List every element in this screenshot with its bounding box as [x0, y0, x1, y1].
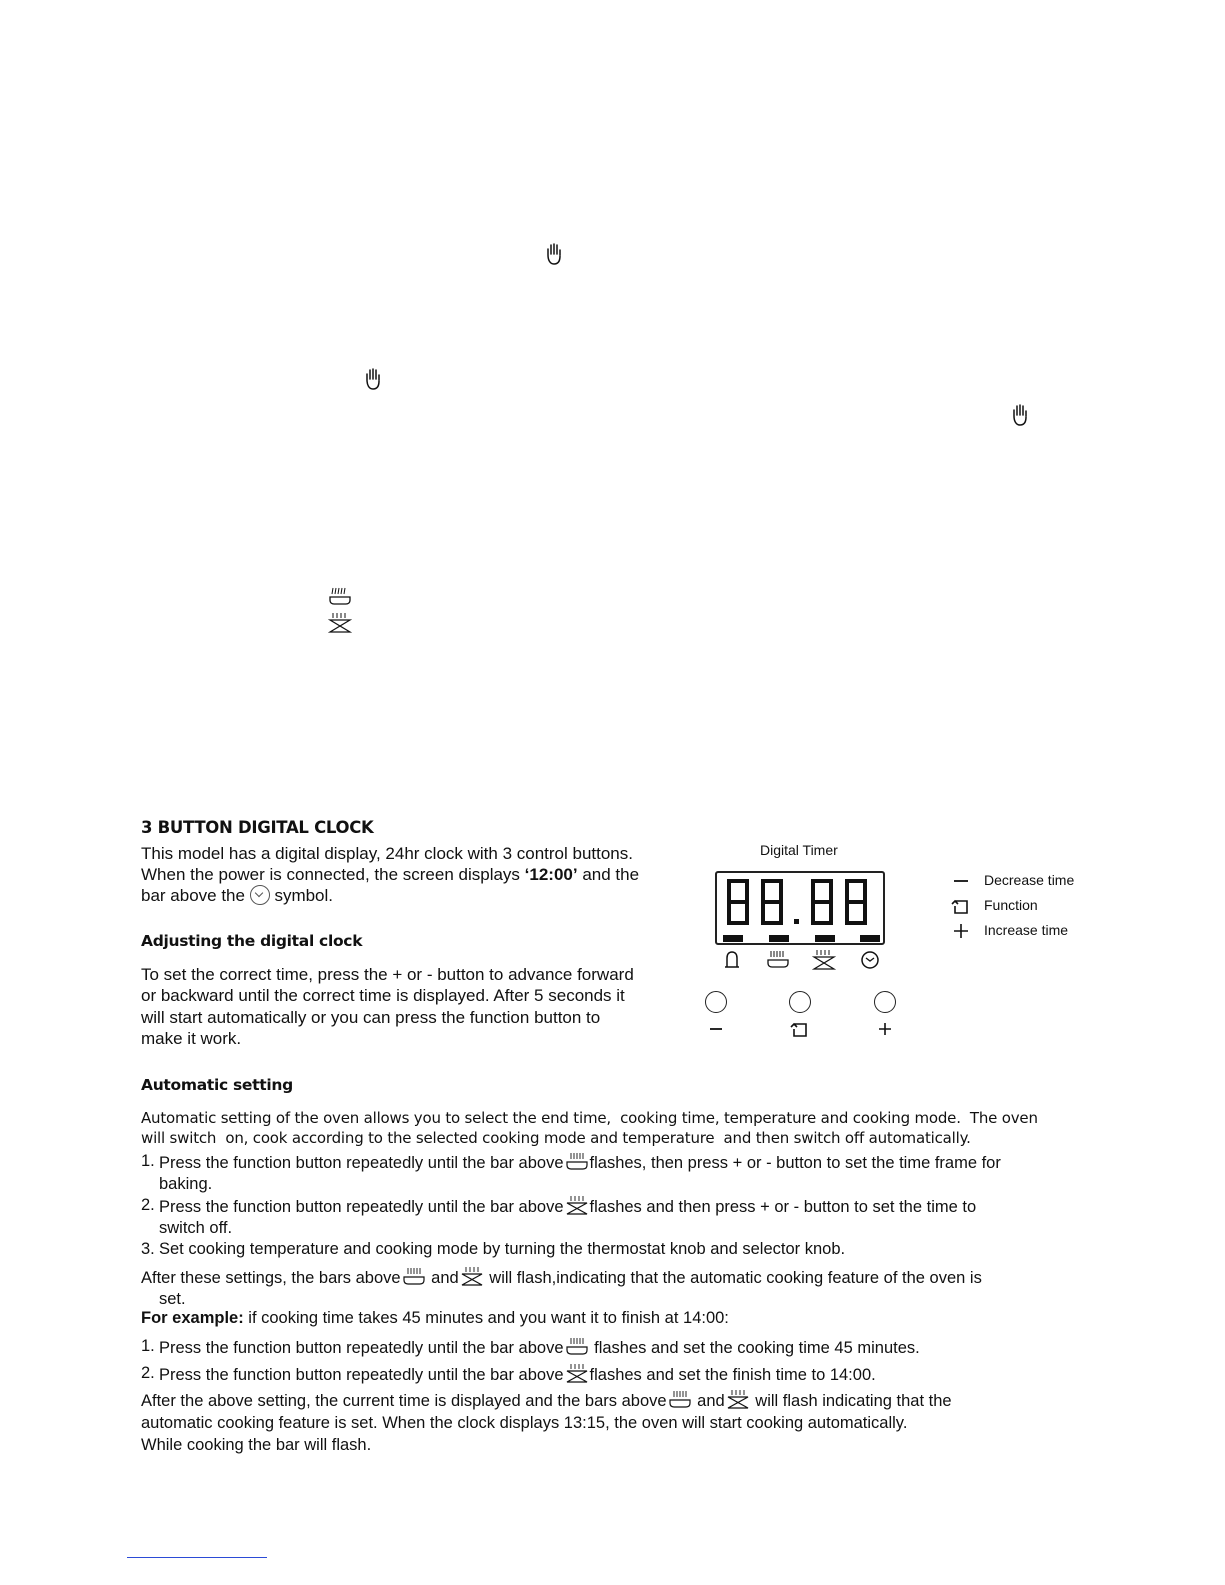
plus-icon [874, 1018, 896, 1040]
automatic-desc-line: will switch on, cook according to the selected cooking mode and temperature and then switch off automatically. [141, 1129, 971, 1147]
step-number: 1. [141, 1337, 155, 1355]
minus-icon [950, 870, 972, 892]
step-text: Press the function button repeatedly until the bar above [159, 1198, 564, 1216]
hand-icon [1008, 403, 1032, 427]
step-1 [141, 1151, 1001, 1195]
step-text: switch off. [159, 1219, 233, 1237]
automatic-steps [141, 1151, 1001, 1260]
example-line [141, 1308, 729, 1329]
timer-label: Digital Timer [760, 842, 838, 858]
after-settings-line: set. [159, 1290, 186, 1308]
minus-button[interactable] [705, 991, 727, 1013]
cook-time-icon [401, 1266, 427, 1287]
bell-icon [720, 949, 744, 971]
end-time-icon [459, 1266, 485, 1287]
adjusting-line: will start automatically or you can press the function button to [141, 1007, 601, 1027]
default-time: ‘12:00’ [524, 865, 578, 884]
intro-text: and the [577, 865, 640, 884]
intro-text: symbol. [274, 886, 334, 905]
step-text: flashes and then press + or - button to set the time to [589, 1198, 977, 1216]
step-2 [141, 1195, 1001, 1239]
footer-link-underline [127, 1557, 267, 1558]
minus-icon [705, 1018, 727, 1040]
adjusting-paragraph [141, 964, 634, 1049]
legend-text: Function [984, 897, 1038, 913]
after-text: After the above setting, the current time is displayed and the bars above [141, 1392, 667, 1410]
step-text: flashes and set the cooking time 45 minutes. [594, 1339, 920, 1357]
step-number: 2. [141, 1196, 155, 1214]
end-time-icon [328, 612, 352, 634]
after-example-line [141, 1389, 952, 1412]
example-label: For example: [141, 1309, 244, 1327]
step-text: Press the function button repeatedly until the bar above [159, 1339, 564, 1357]
intro-paragraph [141, 843, 639, 906]
step-text: Press the function button repeatedly until the bar above [159, 1366, 564, 1384]
adjusting-line: make it work. [141, 1028, 242, 1048]
legend-text: Increase time [984, 922, 1069, 938]
cook-time-icon [328, 586, 352, 606]
automatic-desc-line: Automatic setting of the oven allows you to select the end time, cooking time, temperature and cooking mode. The oven [141, 1109, 1038, 1127]
hand-icon [542, 242, 566, 266]
step-text: Press the function button repeatedly until the bar above [159, 1154, 564, 1172]
step-number: 1. [141, 1152, 155, 1170]
after-example-paragraph [141, 1389, 952, 1456]
adjusting-line: or backward until the correct time is displayed. After 5 seconds it [141, 986, 625, 1006]
function-icon [789, 1018, 811, 1040]
example-text: if cooking time takes 45 minutes and you want it to finish at 14:00: [243, 1309, 729, 1327]
clock-icon [250, 885, 270, 905]
end-time-icon [564, 1363, 590, 1384]
segment-display [717, 873, 883, 943]
step-number: 2. [141, 1364, 155, 1382]
example-step-1 [141, 1336, 920, 1359]
after-example-line: automatic cooking feature is set. When the clock displays 13:15, the oven will start cooking automatically. [141, 1414, 908, 1432]
step-text: baking. [159, 1175, 213, 1193]
function-button[interactable] [789, 991, 811, 1013]
timer-display [715, 871, 885, 945]
plus-icon [950, 920, 972, 942]
step-text: flashes, then press + or - button to set the time frame for [589, 1154, 1001, 1172]
cook-time-icon [667, 1389, 693, 1410]
legend-text: Decrease time [984, 872, 1075, 888]
step-text: Set cooking temperature and cooking mode by turning the thermostat knob and selector knob. [159, 1240, 846, 1258]
function-icon [950, 895, 972, 917]
after-text: After these settings, the bars above [141, 1269, 401, 1287]
after-settings-paragraph [141, 1266, 982, 1310]
end-time-icon [564, 1195, 590, 1216]
plus-button[interactable] [874, 991, 896, 1013]
cook-time-icon [564, 1151, 590, 1172]
step-3 [141, 1239, 1001, 1260]
step-text: flashes and set the finish time to 14:00. [589, 1366, 876, 1384]
automatic-heading: Automatic setting [141, 1076, 293, 1094]
intro-line: This model has a digital display, 24hr clock with 3 control buttons. [141, 844, 633, 863]
after-text: and [431, 1269, 459, 1287]
adjusting-heading: Adjusting the digital clock [141, 932, 363, 950]
step-number: 3. [141, 1240, 155, 1258]
example-step-2 [141, 1363, 920, 1386]
after-text: and [697, 1392, 725, 1410]
cook-time-icon [766, 949, 790, 971]
hand-icon [361, 367, 385, 391]
end-time-icon [812, 949, 836, 971]
after-text: will flash indicating that the [755, 1392, 952, 1410]
cook-time-icon [564, 1336, 590, 1357]
after-settings-line [141, 1266, 982, 1289]
example-steps [141, 1336, 920, 1386]
after-example-line: While cooking the bar will flash. [141, 1436, 372, 1454]
intro-line [141, 885, 639, 906]
intro-text: bar above the [141, 886, 245, 905]
end-time-icon [725, 1389, 751, 1410]
section-title: 3 BUTTON DIGITAL CLOCK [141, 818, 374, 837]
adjusting-line: To set the correct time, press the + or - button to advance forward [141, 965, 634, 984]
intro-line [141, 864, 639, 885]
clock-icon [858, 949, 882, 971]
after-text: will flash,indicating that the automatic cooking feature of the oven is [489, 1269, 982, 1287]
intro-text: When the power is connected, the screen displays [141, 865, 525, 884]
